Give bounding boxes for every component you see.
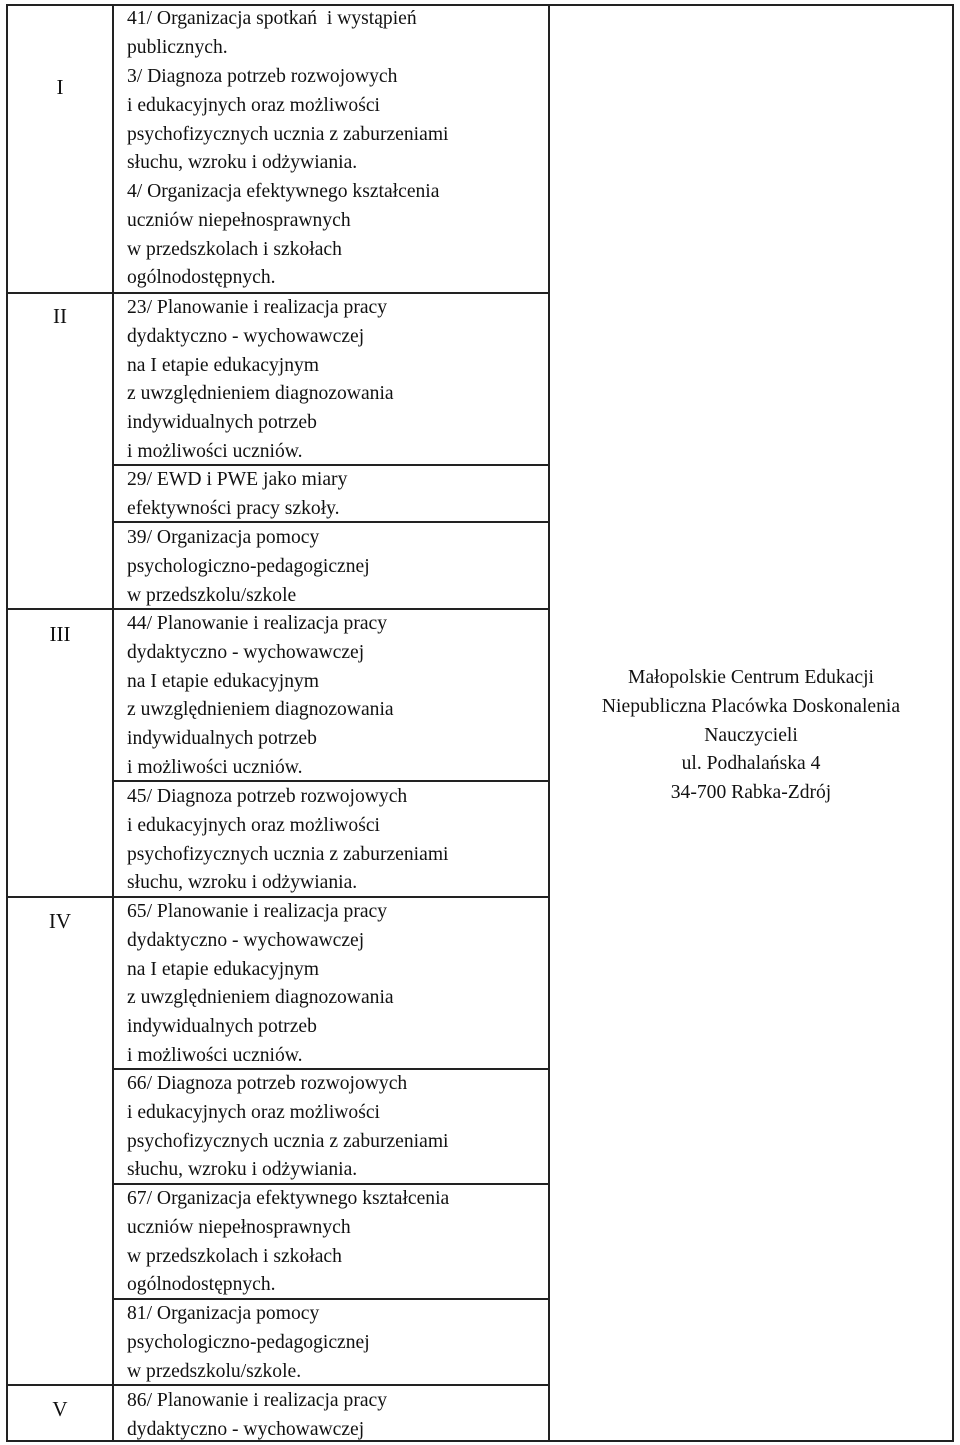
group-label: III xyxy=(49,622,71,646)
institution-street: ul. Podhalańska 4 xyxy=(681,753,821,775)
topic-entry: 66/ Diagnoza potrzeb rozwojowych i edukacyjnych oraz możliwości psychofizycznych ucznia z zaburzeniami słuchu, wzroku i odżywiania. xyxy=(127,1073,449,1181)
institution-name-line: Nauczycieli xyxy=(704,724,798,746)
topic-entry: 45/ Diagnoza potrzeb rozwojowych i edukacyjnych oraz możliwości psychofizycznych ucznia z zaburzeniami słuchu, wzroku i odżywiania. xyxy=(127,786,449,894)
institution-name-line: Małopolskie Centrum Edukacji xyxy=(628,667,874,688)
topic-entry: 29/ EWD i PWE jako miary efektywności pracy szkoły. xyxy=(127,469,348,519)
column-divider-1 xyxy=(112,4,114,1442)
topic-entry: 67/ Organizacja efektywnego kształcenia uczniów niepełnosprawnych w przedszkolach i szkołach ogólnodostępnych. xyxy=(127,1188,450,1296)
topic-entry: 86/ Planowanie i realizacja pracy dydaktyczno - wychowawczej xyxy=(127,1390,388,1440)
group-label: II xyxy=(53,304,67,328)
topic-entry: 41/ Organizacja spotkań i wystąpień publicznych. xyxy=(127,8,417,58)
topic-entry: 3/ Diagnoza potrzeb rozwojowych i edukacyjnych oraz możliwości psychofizycznych ucznia z zaburzeniami słuchu, wzroku i odżywiania. xyxy=(127,66,449,174)
topic-entry: 4/ Organizacja efektywnego kształcenia uczniów niepełnosprawnych w przedszkolach i szkołach ogólnodostępnych. xyxy=(127,181,440,289)
table-border-right xyxy=(952,4,954,1442)
topic-entry: 23/ Planowanie i realizacja pracy dydaktyczno - wychowawczej na I etapie edukacyjnym z uwzględnieniem diagnozowania indywidualnych potrzeb i możliwości uczniów. xyxy=(127,297,394,462)
table-border-left xyxy=(6,4,8,1442)
topic-entry: 44/ Planowanie i realizacja pracy dydaktyczno - wychowawczej na I etapie edukacyjnym z uwzględnieniem diagnozowania indywidualnych potrzeb i możliwości uczniów. xyxy=(127,613,394,778)
topic-entry: 81/ Organizacja pomocy psychologiczno-pedagogicznej w przedszkolu/szkole. xyxy=(127,1303,370,1382)
topic-entry: 39/ Organizacja pomocy psychologiczno-pedagogicznej w przedszkolu/szkole xyxy=(127,527,370,606)
group-label: IV xyxy=(48,909,72,933)
topic-entry: 65/ Planowanie i realizacja pracy dydaktyczno - wychowawczej na I etapie edukacyjnym z uwzględnieniem diagnozowania indywidualnych potrzeb i możliwości uczniów. xyxy=(127,901,394,1066)
institution-address xyxy=(550,664,952,808)
group-label: V xyxy=(52,1397,68,1421)
institution-city: 34-700 Rabka-Zdrój xyxy=(670,782,832,804)
group-label: I xyxy=(56,75,64,99)
institution-name-line: Niepubliczna Placówka Doskonalenia xyxy=(601,695,901,717)
